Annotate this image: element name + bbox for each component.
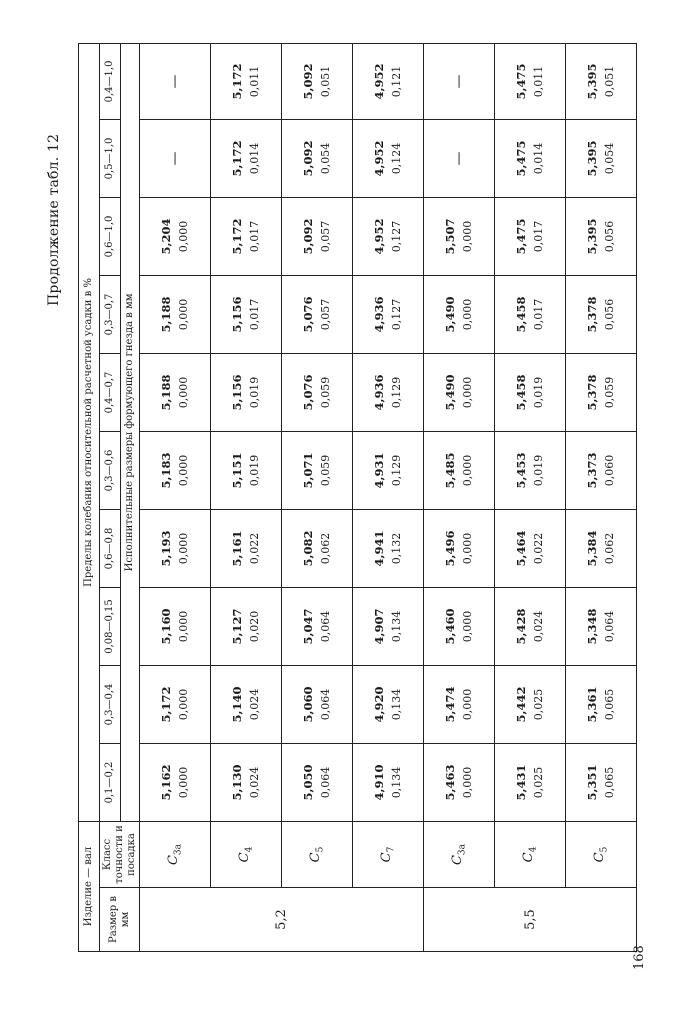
value-cell <box>566 354 637 432</box>
nest-size-value: 5,082 <box>301 530 315 567</box>
range-header: 0,3—0,4 <box>100 666 121 744</box>
tolerance-value: 0,056 <box>603 298 616 331</box>
value-cell <box>353 120 424 198</box>
tolerance-value: 0,019 <box>248 376 261 409</box>
size-cell: 5,2 <box>140 888 424 952</box>
nest-size-value: 5,395 <box>585 63 599 100</box>
value-cell <box>353 354 424 432</box>
nest-size-value: 5,140 <box>230 686 244 723</box>
shrinkage-range-header: Пределы колебания относительной расчетной усадки в % <box>79 43 100 821</box>
class-cell <box>140 822 211 888</box>
table-row <box>353 43 424 951</box>
tolerance-value: 0,024 <box>248 766 261 799</box>
tolerance-value: 0,017 <box>248 298 261 331</box>
tolerance-value: 0,000 <box>177 610 190 643</box>
tolerance-value: 0,064 <box>319 766 332 799</box>
tolerance-value: 0,129 <box>390 376 403 409</box>
nest-size-value: 5,378 <box>585 374 599 411</box>
value-cell <box>566 510 637 588</box>
tolerance-value: 0,134 <box>390 610 403 643</box>
tolerance-value: 0,011 <box>248 65 261 98</box>
nest-size-value: 4,941 <box>372 530 386 567</box>
value-cell <box>211 43 282 119</box>
tolerance-value: 0,059 <box>319 376 332 409</box>
range-header: 0,3—0,7 <box>100 276 121 354</box>
tolerance-value: 0,132 <box>390 532 403 565</box>
nest-size-value: 5,458 <box>514 374 528 411</box>
tolerance-value: 0,054 <box>603 142 616 175</box>
nest-size-value: 5,428 <box>514 608 528 645</box>
tolerance-value: 0,000 <box>177 376 190 409</box>
nest-size-value: 5,485 <box>443 452 457 489</box>
class-subscript: 5 <box>599 846 610 853</box>
value-cell <box>211 198 282 276</box>
tolerance-value: 0,019 <box>532 454 545 487</box>
value-cell <box>353 198 424 276</box>
table-row <box>566 43 637 951</box>
tolerance-value: 0,129 <box>390 454 403 487</box>
tolerance-value: 0,065 <box>603 688 616 721</box>
nest-size-value: 5,188 <box>159 296 173 333</box>
value-cell <box>140 43 211 119</box>
nest-size-value: 5,092 <box>301 218 315 255</box>
tolerance-value: 0,056 <box>603 220 616 253</box>
nest-size-value: 5,475 <box>514 218 528 255</box>
value-cell <box>140 198 211 276</box>
nest-size-value: 5,183 <box>159 452 173 489</box>
class-cell <box>353 822 424 888</box>
value-cell <box>211 120 282 198</box>
nest-size-value: 5,092 <box>301 63 315 100</box>
tolerance-value: 0,059 <box>319 454 332 487</box>
nest-size-value: 5,151 <box>230 452 244 489</box>
tolerance-value: 0,000 <box>177 454 190 487</box>
value-cell <box>211 666 282 744</box>
value-cell <box>353 744 424 822</box>
nest-size-value: 5,490 <box>443 374 457 411</box>
value-cell <box>566 43 637 119</box>
value-cell <box>353 666 424 744</box>
nest-size-value: — <box>166 74 183 89</box>
nest-size-value: 5,156 <box>230 374 244 411</box>
class-cell <box>424 822 495 888</box>
value-cell <box>495 666 566 744</box>
nest-size-value: 5,162 <box>159 764 173 801</box>
class-cell <box>566 822 637 888</box>
value-cell <box>140 744 211 822</box>
class-header: Класс точности и посадка <box>100 822 140 888</box>
tolerance-value: 0,025 <box>532 766 545 799</box>
tolerance-value: 0,011 <box>532 65 545 98</box>
nest-size-value: 5,490 <box>443 296 457 333</box>
nest-size-value: 5,458 <box>514 296 528 333</box>
product-header: Изделие — вал <box>79 822 100 952</box>
nest-size-value: 5,373 <box>585 452 599 489</box>
tolerance-value: 0,017 <box>248 220 261 253</box>
nest-size-value: 5,442 <box>514 686 528 723</box>
nest-size-value: 4,931 <box>372 452 386 489</box>
range-header: 0,3—0,6 <box>100 432 121 510</box>
nest-size-value: 5,160 <box>159 608 173 645</box>
value-cell <box>495 198 566 276</box>
value-cell <box>353 588 424 666</box>
value-cell <box>140 354 211 432</box>
value-cell <box>495 588 566 666</box>
nest-size-value: 5,378 <box>585 296 599 333</box>
nest-size-value: 5,351 <box>585 764 599 801</box>
class-cell <box>282 822 353 888</box>
tolerance-value: 0,121 <box>390 65 403 98</box>
nest-size-value: 5,071 <box>301 452 315 489</box>
tolerance-value: 0,000 <box>461 376 474 409</box>
value-cell <box>495 120 566 198</box>
tolerance-value: 0,062 <box>603 532 616 565</box>
value-cell <box>495 744 566 822</box>
class-cell <box>211 822 282 888</box>
nest-size-value: 5,507 <box>443 218 457 255</box>
value-cell <box>211 510 282 588</box>
nest-size-value: 5,130 <box>230 764 244 801</box>
nest-size-value: 5,496 <box>443 530 457 567</box>
nest-size-value: 5,463 <box>443 764 457 801</box>
nest-size-value: 5,076 <box>301 296 315 333</box>
value-cell <box>566 588 637 666</box>
value-cell <box>282 198 353 276</box>
table-row <box>140 43 211 951</box>
nest-size-value: 5,475 <box>514 63 528 100</box>
value-cell <box>282 666 353 744</box>
table-row <box>211 43 282 951</box>
nest-size-value: 4,910 <box>372 764 386 801</box>
value-cell <box>211 276 282 354</box>
value-cell <box>211 744 282 822</box>
continuation-title: Продолжение табл. 12 <box>46 133 62 306</box>
nest-size-value: 4,907 <box>372 608 386 645</box>
value-cell <box>140 276 211 354</box>
value-cell <box>424 43 495 119</box>
value-cell <box>424 198 495 276</box>
value-cell <box>282 510 353 588</box>
tolerance-value: 0,000 <box>177 688 190 721</box>
value-cell <box>282 120 353 198</box>
tolerance-value: 0,000 <box>461 220 474 253</box>
nest-size-value: 5,361 <box>585 686 599 723</box>
range-header: 0,08—0,15 <box>100 588 121 666</box>
tolerance-value: 0,062 <box>319 532 332 565</box>
value-cell <box>495 43 566 119</box>
tolerance-value: 0,017 <box>532 298 545 331</box>
value-cell <box>140 432 211 510</box>
value-cell <box>495 354 566 432</box>
page-number: 168 <box>632 945 647 970</box>
nest-size-value: 4,952 <box>372 140 386 177</box>
class-subscript: 5 <box>315 846 326 853</box>
nest-size-value: — <box>450 74 467 89</box>
tolerance-value: 0,051 <box>319 65 332 98</box>
tolerance-value: 0,127 <box>390 220 403 253</box>
table-body <box>140 43 637 951</box>
value-cell <box>495 432 566 510</box>
tolerance-value: 0,000 <box>177 220 190 253</box>
nest-size-value: 5,193 <box>159 530 173 567</box>
tolerance-value: 0,024 <box>248 688 261 721</box>
value-cell <box>353 43 424 119</box>
nest-size-value: 4,952 <box>372 63 386 100</box>
tolerance-value: 0,019 <box>248 454 261 487</box>
nest-size-value: 5,161 <box>230 530 244 567</box>
nest-size-value: 5,076 <box>301 374 315 411</box>
table-row <box>282 43 353 951</box>
value-cell <box>140 666 211 744</box>
nest-size-value: 5,460 <box>443 608 457 645</box>
table-row <box>495 43 566 951</box>
value-cell <box>282 744 353 822</box>
tolerance-value: 0,124 <box>390 142 403 175</box>
nest-size-value: 5,172 <box>230 63 244 100</box>
value-cell <box>211 354 282 432</box>
class-subscript: 4 <box>528 846 539 853</box>
tolerance-value: 0,000 <box>461 610 474 643</box>
tolerance-value: 0,000 <box>461 532 474 565</box>
data-table <box>78 43 637 952</box>
class-letter: C <box>521 852 537 863</box>
range-header: 0,4—1,0 <box>100 43 121 119</box>
value-cell <box>424 666 495 744</box>
class-letter: C <box>237 852 253 863</box>
class-letter: C <box>592 852 608 863</box>
value-cell <box>282 432 353 510</box>
class-subscript: 3а <box>173 843 184 856</box>
value-cell <box>566 120 637 198</box>
nest-size-value: 5,474 <box>443 686 457 723</box>
value-cell <box>424 588 495 666</box>
tolerance-value: 0,127 <box>390 298 403 331</box>
tolerance-value: 0,059 <box>603 376 616 409</box>
range-header: 0,6—1,0 <box>100 198 121 276</box>
value-cell <box>566 744 637 822</box>
tolerance-value: 0,000 <box>177 298 190 331</box>
class-letter: C <box>379 852 395 863</box>
tolerance-value: 0,060 <box>603 454 616 487</box>
nest-size-value: 5,464 <box>514 530 528 567</box>
value-cell <box>282 43 353 119</box>
value-cell <box>566 198 637 276</box>
class-letter: C <box>166 855 182 866</box>
nest-size-value: 5,395 <box>585 218 599 255</box>
tolerance-value: 0,057 <box>319 298 332 331</box>
nest-sizes-header: Исполнительные размеры формующего гнезда в мм <box>121 43 140 821</box>
nest-size-value: 5,156 <box>230 296 244 333</box>
tolerance-value: 0,057 <box>319 220 332 253</box>
size-cell: 5,5 <box>424 888 637 952</box>
tolerance-value: 0,000 <box>461 766 474 799</box>
tolerance-value: 0,020 <box>248 610 261 643</box>
nest-size-value: — <box>166 151 183 166</box>
tolerance-value: 0,051 <box>603 65 616 98</box>
tolerance-value: 0,022 <box>248 532 261 565</box>
value-cell <box>353 510 424 588</box>
tolerance-value: 0,022 <box>532 532 545 565</box>
nest-size-value: 5,050 <box>301 764 315 801</box>
tolerance-value: 0,054 <box>319 142 332 175</box>
tolerance-value: 0,064 <box>319 688 332 721</box>
value-cell <box>353 432 424 510</box>
range-header: 0,1—0,2 <box>100 744 121 822</box>
nest-size-value: 5,127 <box>230 608 244 645</box>
nest-size-value: 5,188 <box>159 374 173 411</box>
tolerance-value: 0,000 <box>461 454 474 487</box>
nest-size-value: 5,395 <box>585 140 599 177</box>
tolerance-value: 0,000 <box>177 532 190 565</box>
class-letter: C <box>308 852 324 863</box>
nest-size-value: 4,952 <box>372 218 386 255</box>
value-cell <box>424 510 495 588</box>
value-cell <box>424 354 495 432</box>
nest-size-value: 5,172 <box>230 140 244 177</box>
class-subscript: 3а <box>457 843 468 856</box>
tolerance-value: 0,000 <box>461 688 474 721</box>
nest-size-value: — <box>450 151 467 166</box>
tolerance-value: 0,134 <box>390 688 403 721</box>
value-cell <box>495 510 566 588</box>
tolerance-value: 0,000 <box>177 766 190 799</box>
range-header: 0,5—1,0 <box>100 120 121 198</box>
class-subscript: 7 <box>386 846 397 853</box>
nest-size-value: 4,920 <box>372 686 386 723</box>
nest-size-value: 5,172 <box>230 218 244 255</box>
value-cell <box>424 120 495 198</box>
value-cell <box>495 276 566 354</box>
value-cell <box>424 744 495 822</box>
value-cell <box>566 276 637 354</box>
tolerance-value: 0,065 <box>603 766 616 799</box>
range-header: 0,4—0,7 <box>100 354 121 432</box>
tolerance-value: 0,064 <box>319 610 332 643</box>
class-letter: C <box>450 855 466 866</box>
nest-size-value: 4,936 <box>372 296 386 333</box>
tolerance-value: 0,014 <box>248 142 261 175</box>
value-cell <box>566 666 637 744</box>
tolerance-value: 0,017 <box>532 220 545 253</box>
tolerance-value: 0,019 <box>532 376 545 409</box>
value-cell <box>140 588 211 666</box>
class-cell <box>495 822 566 888</box>
value-cell <box>211 432 282 510</box>
size-header: Размер в мм <box>100 888 140 952</box>
nest-size-value: 5,453 <box>514 452 528 489</box>
range-header: 0,6—0,8 <box>100 510 121 588</box>
value-cell <box>140 120 211 198</box>
value-cell <box>282 354 353 432</box>
tolerance-value: 0,025 <box>532 688 545 721</box>
value-cell <box>566 432 637 510</box>
value-cell <box>211 588 282 666</box>
class-subscript: 4 <box>244 846 255 853</box>
nest-size-value: 5,047 <box>301 608 315 645</box>
value-cell <box>140 510 211 588</box>
value-cell <box>353 276 424 354</box>
nest-size-value: 5,172 <box>159 686 173 723</box>
tolerance-value: 0,024 <box>532 610 545 643</box>
tolerance-value: 0,000 <box>461 298 474 331</box>
nest-size-value: 5,384 <box>585 530 599 567</box>
nest-size-value: 4,936 <box>372 374 386 411</box>
nest-size-value: 5,348 <box>585 608 599 645</box>
tolerance-value: 0,064 <box>603 610 616 643</box>
nest-size-value: 5,092 <box>301 140 315 177</box>
nest-size-value: 5,475 <box>514 140 528 177</box>
value-cell <box>282 588 353 666</box>
table-row <box>424 43 495 951</box>
nest-size-value: 5,431 <box>514 764 528 801</box>
nest-size-value: 5,060 <box>301 686 315 723</box>
nest-size-value: 5,204 <box>159 218 173 255</box>
value-cell <box>282 276 353 354</box>
tolerance-value: 0,014 <box>532 142 545 175</box>
range-header-row <box>100 43 121 951</box>
tolerance-value: 0,134 <box>390 766 403 799</box>
value-cell <box>424 432 495 510</box>
value-cell <box>424 276 495 354</box>
